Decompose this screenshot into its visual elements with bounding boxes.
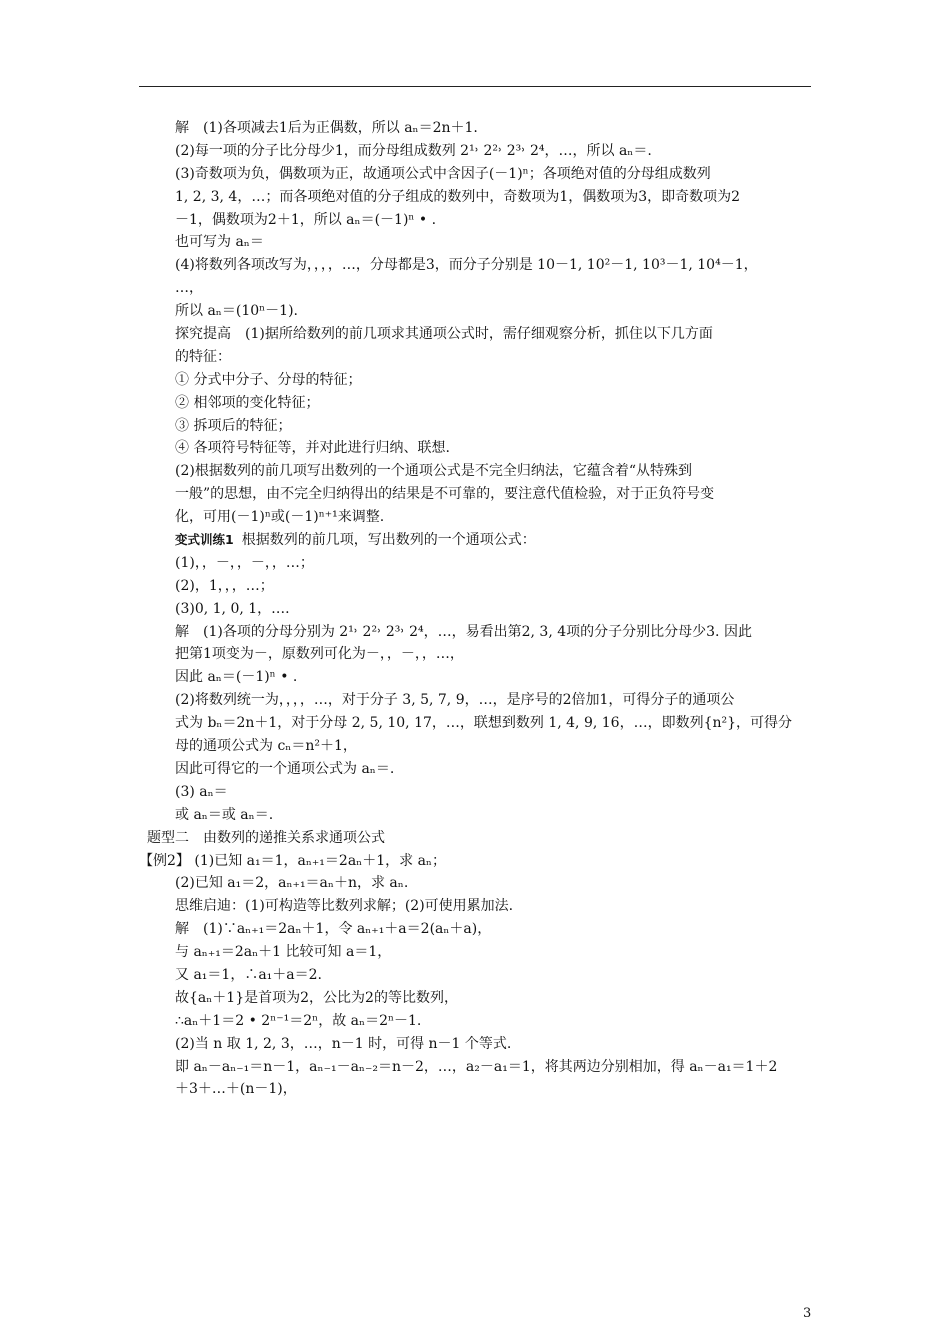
text-line bbox=[139, 1033, 811, 1056]
text-line bbox=[139, 712, 811, 735]
line-text: ④ 各项符号特征等，并对此进行归纳、联想. bbox=[175, 440, 450, 457]
line-text: 的特征： bbox=[175, 348, 231, 365]
text-line bbox=[139, 254, 811, 277]
text-line bbox=[139, 735, 811, 758]
text-line bbox=[139, 1056, 811, 1079]
line-text: 一般”的思想，由不完全归纳得出的结果是不可靠的，要注意代值检验，对于正负符号变 bbox=[175, 486, 715, 503]
line-text: 化，可用(－1)ⁿ或(－1)ⁿ⁺¹来调整. bbox=[175, 509, 385, 526]
text-line bbox=[139, 621, 811, 644]
line-text: 解 (1)各项的分母分别为 2¹˒ 2²˒ 2³˒ 2⁴，…，易看出第2, 3, 4项的分子分别比分母少3. 因此 bbox=[175, 623, 752, 640]
line-text: 根据数列的前几项，写出数列的一个通项公式： bbox=[241, 532, 536, 549]
line-text: (2)每一项的分子比分母少1，而分母组成数列 2¹˒ 2²˒ 2³˒ 2⁴，…，所以 aₙ＝. bbox=[175, 142, 652, 159]
line-text: 或 aₙ＝或 aₙ＝. bbox=[175, 806, 274, 823]
text-line bbox=[139, 231, 811, 254]
line-text: 思维启迪：(1)可构造等比数列求解；(2)可使用累加法. bbox=[175, 898, 514, 915]
text-line bbox=[139, 758, 811, 781]
line-text: ③ 拆项后的特征； bbox=[175, 417, 292, 434]
line-text: 探究提高 (1)据所给数列的前几项求其通项公式时，需仔细观察分析，抓住以下几方面 bbox=[175, 326, 713, 343]
line-text: 因此可得它的一个通项公式为 aₙ＝. bbox=[175, 760, 395, 777]
text-line bbox=[139, 1078, 811, 1101]
line-text: (4)将数列各项改写为，，，，…，分母都是3，而分子分别是 10－1, 10²－1, 10³－1, 10⁴－1， bbox=[175, 257, 758, 274]
line-text: 所以 aₙ＝(10ⁿ－1). bbox=[175, 303, 299, 320]
line-text: (2)，1，，，…； bbox=[175, 577, 274, 594]
text-line bbox=[139, 552, 811, 575]
text-line bbox=[139, 827, 811, 850]
text-line bbox=[139, 323, 811, 346]
text-line bbox=[139, 506, 811, 529]
line-text: 因此 aₙ＝(－1)ⁿ • . bbox=[175, 669, 298, 686]
line-text: (2)将数列统一为，，，，…，对于分子 3, 5, 7, 9，…，是序号的2倍加1，可得分子的通项公 bbox=[175, 692, 735, 709]
line-text: 故{aₙ＋1}是首项为2，公比为2的等比数列， bbox=[175, 989, 458, 1006]
line-text: 与 aₙ₊₁＝2aₙ＋1 比较可知 a＝1， bbox=[175, 944, 392, 961]
text-line bbox=[139, 666, 811, 689]
line-text: 解 (1)∵aₙ₊₁＝2aₙ＋1，令 aₙ₊₁＋a＝2(aₙ＋a)， bbox=[175, 921, 492, 938]
line-text: ＋3＋…＋(n－1)， bbox=[175, 1081, 297, 1098]
text-line bbox=[139, 987, 811, 1010]
text-line bbox=[139, 918, 811, 941]
text-line bbox=[139, 872, 811, 895]
line-text: (3)奇数项为负，偶数项为正，故通项公式中含因子(－1)ⁿ；各项绝对值的分母组成数列 bbox=[175, 165, 711, 182]
line-text: (3) aₙ＝ bbox=[175, 783, 228, 800]
line-text: (2)当 n 取 1, 2, 3，…，n－1 时，可得 n－1 个等式. bbox=[175, 1035, 512, 1052]
exercise-tag: 变式训练1 bbox=[175, 532, 234, 548]
text-line bbox=[139, 529, 811, 552]
text-line bbox=[139, 415, 811, 438]
line-text: 把第1项变为－，原数列可化为－，，－，，…， bbox=[175, 646, 464, 663]
text-line bbox=[139, 186, 811, 209]
line-text: 题型二 由数列的递推关系求通项公式 bbox=[147, 829, 385, 846]
text-line bbox=[139, 781, 811, 804]
line-text: (2)根据数列的前几项写出数列的一个通项公式是不完全归纳法，它蕴含着“从特殊到 bbox=[175, 463, 692, 480]
line-text: (2)已知 a₁＝2，aₙ₊₁＝aₙ＋n，求 aₙ. bbox=[175, 875, 409, 892]
text-line bbox=[139, 483, 811, 506]
line-text: －1，偶数项为2＋1，所以 aₙ＝(－1)ⁿ • . bbox=[175, 211, 437, 228]
line-text: ① 分式中分子、分母的特征； bbox=[175, 371, 362, 388]
text-line bbox=[139, 437, 811, 460]
text-line bbox=[139, 689, 811, 712]
line-text: 【例2】 (1)已知 a₁＝1，aₙ₊₁＝2aₙ＋1，求 aₙ； bbox=[139, 852, 446, 869]
text-line bbox=[139, 140, 811, 163]
text-line bbox=[139, 300, 811, 323]
line-text: (1)，，－，，－，，…； bbox=[175, 554, 314, 571]
line-text: 1, 2, 3, 4，…；而各项绝对值的分子组成的数列中，奇数项为1，偶数项为3，即奇数项为2 bbox=[175, 188, 741, 205]
line-text: 又 a₁＝1，∴a₁＋a＝2. bbox=[175, 966, 322, 983]
text-line bbox=[139, 1010, 811, 1033]
text-line bbox=[139, 850, 811, 873]
text-line bbox=[139, 460, 811, 483]
line-text: ② 相邻项的变化特征； bbox=[175, 394, 320, 411]
line-text: ∴aₙ＋1＝2 • 2ⁿ⁻¹＝2ⁿ，故 aₙ＝2ⁿ－1. bbox=[175, 1012, 422, 1029]
text-line bbox=[139, 369, 811, 392]
text-line bbox=[139, 598, 811, 621]
page-body bbox=[139, 117, 811, 1101]
text-line bbox=[139, 804, 811, 827]
text-line bbox=[139, 895, 811, 918]
line-text: 也可写为 aₙ＝ bbox=[175, 234, 264, 251]
text-line bbox=[139, 346, 811, 369]
text-line bbox=[139, 941, 811, 964]
page-number: 3 bbox=[803, 1306, 812, 1321]
text-line bbox=[139, 392, 811, 415]
line-text: …， bbox=[175, 280, 203, 297]
line-text: 式为 bₙ＝2n＋1，对于分母 2, 5, 10, 17，…，联想到数列 1, 4, 9, 16，…，即数列{n²}，可得分 bbox=[175, 715, 793, 732]
line-text: 母的通项公式为 cₙ＝n²＋1， bbox=[175, 738, 357, 755]
header-rule bbox=[139, 86, 811, 87]
line-text: 即 aₙ－aₙ₋₁＝n－1，aₙ₋₁－aₙ₋₂＝n－2，…，a₂－a₁＝1，将其两边分别相加，得 aₙ－a₁＝1＋2 bbox=[175, 1058, 778, 1075]
text-line bbox=[139, 643, 811, 666]
line-text: 解 (1)各项减去1后为正偶数，所以 aₙ＝2n＋1. bbox=[175, 120, 478, 136]
text-line bbox=[139, 575, 811, 598]
text-line bbox=[139, 209, 811, 232]
text-line bbox=[139, 277, 811, 300]
text-line bbox=[139, 117, 811, 140]
text-line bbox=[139, 964, 811, 987]
line-text: (3)0, 1, 0, 1，…. bbox=[175, 600, 290, 617]
text-line bbox=[139, 163, 811, 186]
